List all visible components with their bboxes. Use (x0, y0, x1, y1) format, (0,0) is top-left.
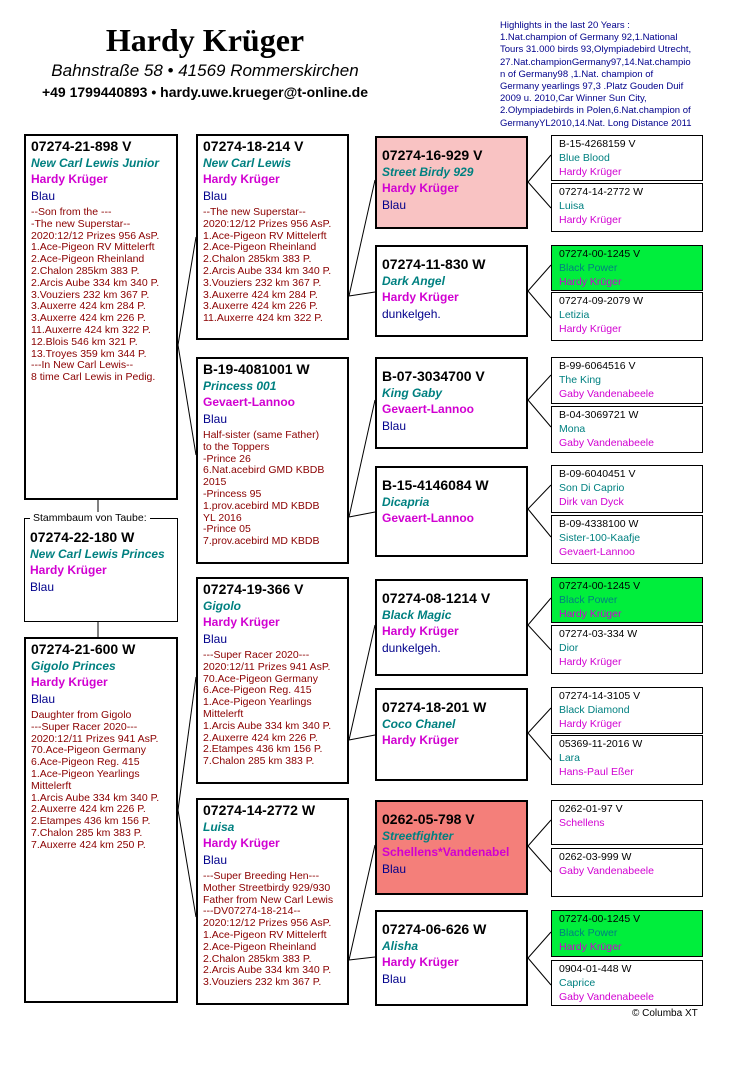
owner: Gaby Vandenabeele (559, 388, 654, 400)
bird-notes: Daughter from Gigolo ---Super Racer 2020--- 2020:12/11 Prizes 941 AsP. 70.Ace-Pigeon Germany 6.Ace-Pigeon Reg. 415 1.Ace-Pigeon Yearlings Mittelerft 1.Arcis Aube 334 km 340 P. 2.Auxerre 424 km 226 P. 2.Etampes 436 km 156 P. 7.Chalon 285 km 383 P. 7.Auxerre 424 km 250 P. (31, 709, 160, 851)
bird-notes: Half-sister (same Father) to the Toppers -Prince 26 6.Nat.acebird GMD KBDB 2015 -Princess 95 1.prov.acebird MD KBDB YL 2016 -Prince 05 7.prov.acebird MD KBDB (203, 429, 325, 548)
grandparent-card (196, 798, 349, 1005)
gen4-card (551, 910, 703, 957)
great-grandparent-card (375, 466, 528, 557)
bird-name: Alisha (382, 939, 419, 953)
breeder-address: Bahnstraße 58 • 41569 Rommerskirchen (51, 61, 359, 80)
ring-number: B-99-6064516 V (559, 360, 636, 372)
ring-number: 0262-01-97 V (559, 803, 623, 815)
owner: Hardy Krüger (559, 214, 622, 226)
bird-color: dunkelgeh. (382, 307, 441, 321)
gen4-card (551, 735, 703, 785)
bird-name: Black Magic (382, 608, 452, 622)
bird-color: Blau (203, 632, 228, 646)
owner: Hans-Paul Eßer (559, 766, 634, 778)
ring-number: B-04-3069721 W (559, 409, 639, 421)
bird-color: Blau (203, 853, 228, 867)
gen4-card (551, 183, 703, 232)
gen4-card (551, 292, 703, 341)
bird-name: Letizia (559, 309, 590, 321)
ring-number: 0904-01-448 W (559, 963, 632, 975)
bird-color: Blau (382, 198, 407, 212)
ring-number: 07274-21-898 V (31, 138, 132, 154)
ring-number: 07274-09-2079 W (559, 295, 644, 307)
owner: Hardy Krüger (559, 323, 622, 335)
grandparent-card (196, 357, 349, 564)
gen4-card (551, 960, 703, 1006)
bird-color: Blau (31, 189, 56, 203)
owner: Hardy Krüger (31, 172, 108, 186)
owner: Schellens (559, 817, 605, 829)
bird-name: Black Power (559, 594, 618, 606)
ring-number: 07274-14-2772 W (203, 802, 316, 818)
bird-name: New Carl Lewis Princes (30, 547, 165, 561)
bird-name: Street Birdy 929 (382, 165, 474, 179)
ring-number: 05369-11-2016 W (559, 738, 643, 750)
ring-number: 07274-14-3105 V (559, 690, 641, 702)
highlights-text: Highlights in the last 20 Years : 1.Nat.champion of Germany 92,1.National Tours 31.000 birds 93,Olympiadebird Utrecht, 27.Nat.championGermany97,14.Nat.champio n of Germany98 ,1.Nat. champion of Germany yearlings 97,3 .Platz Gouden Duif 2009 u. 2010,Car Winner Sun City, 2.Olympiadebirds in Polen,6.Nat.champion of GermanyYL2010,14.Nat. Long Distance 2011 (500, 20, 692, 129)
ring-number: 07274-00-1245 V (559, 580, 641, 592)
owner: Hardy Krüger (559, 166, 622, 178)
bird-name: Dior (559, 642, 579, 654)
software-credit: © Columba XT (632, 1008, 698, 1019)
owner: Hardy Krüger (382, 733, 459, 747)
ring-number: 0262-03-999 W (559, 851, 632, 863)
great-grandparent-card (375, 688, 528, 781)
gen4-card (551, 625, 703, 674)
grandparent-card (196, 577, 349, 784)
bird-notes: --Son from the --- -The new Superstar-- 2020:12/12 Prizes 956 AsP. 1.Ace-Pigeon RV Mittelerft 2.Ace-Pigeon Rheinland 2.Chalon 285km 383 P. 2.Arcis Aube 334 km 340 P. 3.Vouziers 232 km 367 P. 3.Auxerre 424 km 284 P. 3.Auxerre 424 km 226 P. 11.Auxerre 424 km 322 P. 12.Blois 546 km 321 P. 13.Troyes 359 km 344 P. ---In New Carl Lewis-- 8 time Carl Lewis in Pedig. (31, 206, 160, 384)
bird-name: Gigolo Princes (31, 659, 116, 673)
owner: Gevaert-Lannoo (382, 402, 475, 416)
owner: Gaby Vandenabeele (559, 865, 654, 877)
owner: Hardy Krüger (559, 276, 622, 288)
owner: Hardy Krüger (382, 624, 459, 638)
bird-notes: ---Super Racer 2020--- 2020:12/11 Prizes 941 AsP. 70.Ace-Pigeon Germany 6.Ace-Pigeon Reg. 415 1.Ace-Pigeon Yearlings Mittelerft 1.Arcis Aube 334 km 340 P. 2.Auxerre 424 km 226 P. 2.Etampes 436 km 156 P. 7.Chalon 285 km 383 P. (203, 649, 332, 768)
great-grandparent-card (375, 245, 528, 337)
gen4-card (551, 465, 703, 513)
grandparent-card (196, 134, 349, 340)
bird-name: Streetfighter (382, 829, 454, 843)
ring-number: 07274-11-830 W (382, 256, 486, 272)
ring-number: 07274-18-201 W (382, 699, 487, 715)
ring-number: 07274-19-366 V (203, 581, 304, 597)
owner: Hardy Krüger (203, 615, 280, 629)
bird-color: Blau (382, 419, 407, 433)
bird-color: Blau (203, 189, 228, 203)
owner: Hardy Krüger (382, 290, 459, 304)
subject-card (24, 518, 178, 622)
great-grandparent-card (375, 357, 528, 449)
ring-number: 07274-00-1245 V (559, 248, 641, 260)
ring-number: 07274-18-214 V (203, 138, 304, 154)
great-grandparent-card (375, 579, 528, 676)
bird-color: Blau (203, 412, 228, 426)
ring-number: 07274-06-626 W (382, 921, 487, 937)
bird-color: dunkelgeh. (382, 641, 441, 655)
bird-color: Blau (31, 692, 56, 706)
bird-name: Coco Chanel (382, 717, 456, 731)
gen4-card (551, 406, 703, 453)
owner: Hardy Krüger (30, 563, 107, 577)
bird-name: Princess 001 (203, 379, 277, 393)
gen4-card (551, 687, 703, 734)
bird-name: Dark Angel (382, 274, 445, 288)
breeder-name: Hardy Krüger (105, 22, 305, 58)
bird-name: Blue Blood (559, 152, 610, 164)
owner: Hardy Krüger (559, 656, 622, 668)
bird-name: King Gaby (382, 386, 443, 400)
ring-number: 07274-21-600 W (31, 641, 136, 657)
bird-name: Black Power (559, 262, 618, 274)
bird-notes: --The new Superstar-- 2020:12/12 Prizes 956 AsP. 1.Ace-Pigeon RV Mittelerft 2.Ace-Pigeon Rheinland 2.Chalon 285km 383 P. 2.Arcis Aube 334 km 340 P. 3.Vouziers 232 km 367 P. 3.Auxerre 424 km 284 P. 3.Auxerre 424 km 226 P. 11.Auxerre 424 km 322 P. (203, 206, 332, 325)
owner: Gaby Vandenabeele (559, 437, 654, 449)
bird-name: Black Power (559, 927, 618, 939)
bird-color: Blau (382, 862, 407, 876)
owner: Schellens*Vandenabel (382, 845, 510, 859)
bird-name: Luisa (203, 820, 235, 834)
gen4-card (551, 577, 703, 623)
bird-name: The King (559, 374, 602, 386)
bird-name: Son Di Caprio (559, 482, 625, 494)
ring-number: 0262-05-798 V (382, 811, 475, 827)
bird-name: Luisa (559, 200, 585, 212)
bird-notes: ---Super Breeding Hen--- Mother Streetbirdy 929/930 Father from New Carl Lewis ---DV07274-18-214-- 2020:12/12 Prizes 956 AsP. 1.Ace-Pigeon RV Mittelerft 2.Ace-Pigeon Rheinland 2.Chalon 285km 383 P. 2.Arcis Aube 334 km 340 P. 3.Vouziers 232 km 367 P. (203, 870, 334, 989)
breeder-contact: +49 1799440893 • hardy.uwe.krueger@t-online.de (41, 84, 369, 100)
owner: Hardy Krüger (203, 172, 280, 186)
owner: Hardy Krüger (31, 675, 108, 689)
ring-number: 07274-08-1214 V (382, 590, 491, 606)
gen4-card (551, 515, 703, 564)
bird-color: Blau (382, 972, 407, 986)
owner: Hardy Krüger (382, 181, 459, 195)
bird-name: New Carl Lewis (203, 156, 292, 170)
ring-number: B-07-3034700 V (382, 368, 485, 384)
gen4-card (551, 800, 703, 845)
owner: Hardy Krüger (559, 941, 622, 953)
bird-name: Gigolo (203, 599, 241, 613)
owner: Gevaert-Lannoo (382, 511, 475, 525)
bird-name: Sister-100-Kaafje (559, 532, 641, 544)
gen4-card (551, 245, 703, 291)
ring-number: B-09-6040451 V (559, 468, 636, 480)
gen4-card (551, 357, 703, 404)
ring-number: 07274-00-1245 V (559, 913, 641, 925)
owner: Hardy Krüger (559, 718, 622, 730)
ring-number: B-09-4338100 W (559, 518, 639, 530)
ring-number: B-19-4081001 W (203, 361, 310, 377)
mother-card (24, 637, 178, 1003)
gen4-card (551, 135, 703, 181)
owner: Hardy Krüger (382, 955, 459, 969)
owner: Gevaert-Lannoo (203, 395, 296, 409)
bird-name: Black Diamond (559, 704, 630, 716)
bird-name: Lara (559, 752, 581, 764)
owner: Hardy Krüger (559, 608, 622, 620)
ring-number: 07274-16-929 V (382, 147, 483, 163)
owner: Hardy Krüger (203, 836, 280, 850)
bird-name: Caprice (559, 977, 596, 989)
father-card (24, 134, 178, 500)
great-grandparent-card (375, 136, 528, 229)
ring-number: B-15-4268159 V (559, 138, 636, 150)
owner: Gaby Vandenabeele (559, 991, 654, 1003)
bird-color: Blau (30, 580, 55, 594)
bird-name: Mona (559, 423, 586, 435)
great-grandparent-card (375, 800, 528, 895)
ring-number: 07274-14-2772 W (559, 186, 644, 198)
gen4-card (551, 848, 703, 897)
ring-number: B-15-4146084 W (382, 477, 489, 493)
pedigree-caption: Stammbaum von Taube: (30, 512, 150, 524)
bird-name: Dicapria (382, 495, 430, 509)
owner: Gevaert-Lannoo (559, 546, 635, 558)
owner: Dirk van Dyck (559, 496, 624, 508)
ring-number: 07274-03-334 W (559, 628, 638, 640)
bird-name: New Carl Lewis Junior (31, 156, 160, 170)
ring-number: 07274-22-180 W (30, 529, 135, 545)
great-grandparent-card (375, 910, 528, 1006)
